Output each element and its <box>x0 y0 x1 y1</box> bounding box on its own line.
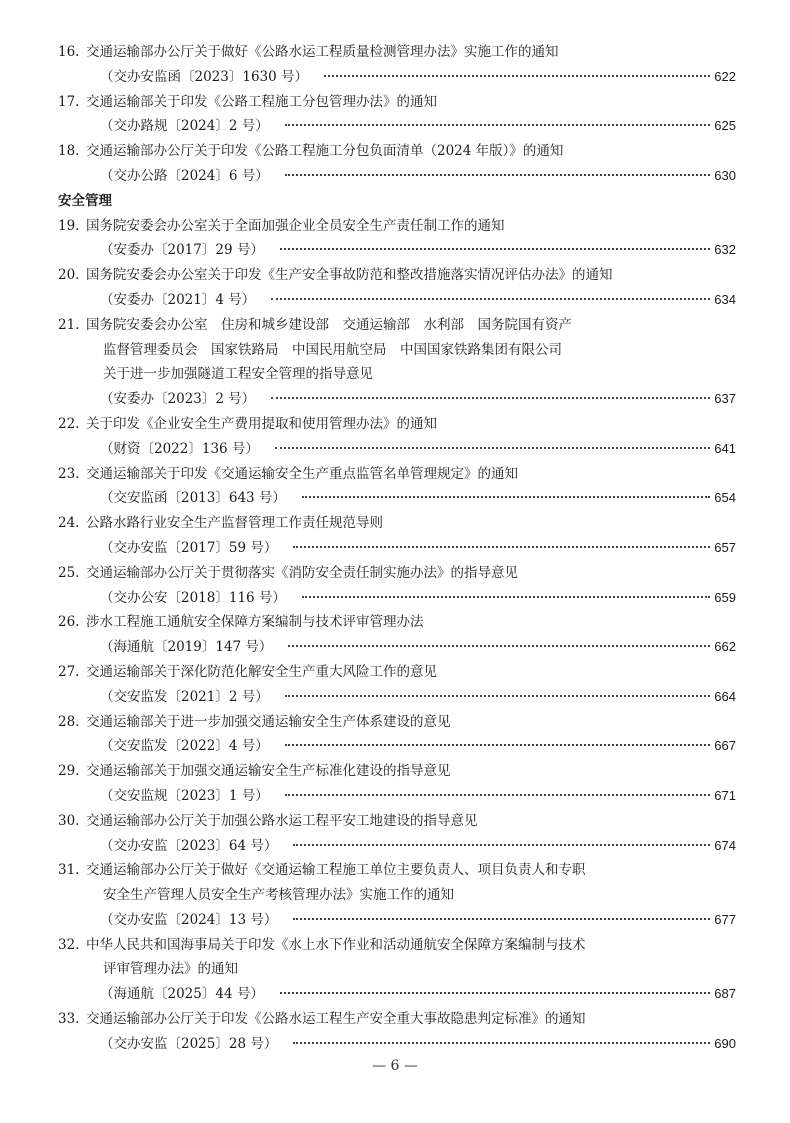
toc-entry-reference-line <box>58 65 736 90</box>
page-reference: 690 <box>714 1035 736 1051</box>
toc-entry[interactable] <box>58 660 736 710</box>
toc-entry-title-text: 国务院安委会办公室关于印发《生产安全事故防范和整改措施落实情况评估办法》的通知 <box>86 267 613 284</box>
toc-entry-title-text: 交通运输部办公厅关于印发《公路工程施工分包负面清单（2024 年版）》的通知 <box>86 143 564 160</box>
toc-entry[interactable] <box>58 933 736 1007</box>
toc-entry-title-text: 国务院安委会办公室关于全面加强企业全员安全生产责任制工作的通知 <box>86 217 505 234</box>
document-number: （交安监发〔2022〕4 号） <box>100 738 269 755</box>
page-reference: 657 <box>714 539 736 555</box>
toc-entry-number: 25. <box>58 564 80 581</box>
dot-leader <box>280 992 710 994</box>
toc-entry[interactable] <box>58 710 736 760</box>
toc-entry-title <box>58 40 736 65</box>
toc-entry-title-text: 交通运输部关于印发《交通运输安全生产重点监管名单管理规定》的通知 <box>86 465 518 482</box>
toc-entry-number: 19. <box>58 217 80 234</box>
toc-entry-number: 16. <box>58 44 80 60</box>
toc-entry-reference-line <box>58 685 736 710</box>
page-reference: 630 <box>714 167 736 183</box>
toc-entry-title-text: 国务院安委会办公室 住房和城乡建设部 交通运输部 水利部 国务院国有资产 <box>86 316 572 333</box>
toc-entry-title-text: 交通运输部办公厅关于做好《公路水运工程质量检测管理办法》实施工作的通知 <box>86 44 559 60</box>
page-reference: 687 <box>714 986 736 1002</box>
toc-entry-title <box>58 561 736 586</box>
toc-entry-title <box>58 610 736 635</box>
page-reference: 634 <box>714 291 736 307</box>
dot-leader <box>280 248 710 250</box>
dot-leader <box>285 744 711 746</box>
dot-leader <box>271 298 710 300</box>
toc-entry-number: 33. <box>58 1011 80 1028</box>
toc-entry-title-text: 交通运输部办公厅关于加强公路水运工程平安工地建设的指导意见 <box>86 812 478 829</box>
toc-entry-title-text: 交通运输部关于进一步加强交通运输安全生产体系建设的意见 <box>86 713 451 730</box>
document-number: （交安监发〔2021〕2 号） <box>100 688 269 705</box>
toc-entry-title <box>58 1007 736 1032</box>
toc-entry-reference-line <box>58 437 736 462</box>
page-reference: 671 <box>714 787 736 803</box>
toc-entry-number: 27. <box>58 663 80 680</box>
toc-entry-number: 31. <box>58 862 80 879</box>
toc-entry-title-text: 交通运输部办公厅关于做好《交通运输工程施工单位主要负责人、项目负责人和专职 <box>86 862 586 879</box>
page-reference: 632 <box>714 242 736 258</box>
toc-entry-title-text: 交通运输部关于深化防范化解安全生产重大风险工作的意见 <box>86 663 437 680</box>
toc-entry-reference-line <box>58 238 736 263</box>
document-number: （安委办〔2017〕29 号） <box>100 242 264 259</box>
dot-leader <box>293 546 710 548</box>
toc-entry-title <box>58 511 736 536</box>
toc-entry-title-continuation: 关于进一步加强隧道工程安全管理的指导意见 <box>103 366 373 383</box>
toc-entry[interactable] <box>58 90 736 140</box>
toc-entry[interactable] <box>58 40 736 90</box>
toc-entry-number: 32. <box>58 936 80 953</box>
toc-entry-reference-line <box>58 982 736 1007</box>
dot-leader <box>293 918 710 920</box>
toc-entry-reference-line <box>58 164 736 189</box>
toc-entry-reference-line <box>58 635 736 660</box>
document-number: （交办安监〔2023〕64 号） <box>100 837 278 854</box>
document-number: （交办安监〔2025〕28 号） <box>100 1035 278 1052</box>
toc-entry-title <box>58 412 736 437</box>
document-number: （海通航〔2019〕147 号） <box>100 639 273 656</box>
toc-entry-number: 21. <box>58 316 80 333</box>
dot-leader <box>285 794 711 796</box>
toc-entry-number: 28. <box>58 713 80 730</box>
dot-leader <box>302 496 710 498</box>
toc-entry[interactable] <box>58 1007 736 1057</box>
document-number: （海通航〔2025〕44 号） <box>100 986 264 1003</box>
toc-entry-title-text: 交通运输部关于印发《公路工程施工分包管理办法》的通知 <box>86 93 437 110</box>
page-reference: 622 <box>714 68 736 84</box>
dot-leader <box>324 75 710 77</box>
toc-entry-reference-line <box>58 114 736 139</box>
document-number: （交办安监〔2017〕59 号） <box>100 539 278 556</box>
document-number: （交办公安〔2018〕116 号） <box>100 589 286 606</box>
toc-entry-number: 29. <box>58 763 80 780</box>
document-number: （交安监函〔2013〕643 号） <box>100 490 286 507</box>
toc-entry-number: 18. <box>58 143 80 160</box>
document-number: （交办公路〔2024〕6 号） <box>100 167 269 184</box>
page-reference: 667 <box>714 738 736 754</box>
toc-entry[interactable] <box>58 858 736 932</box>
document-number: （财资〔2022〕136 号） <box>100 440 259 457</box>
toc-entry[interactable] <box>58 412 736 462</box>
page-reference: 664 <box>714 688 736 704</box>
toc-entry-title <box>58 759 736 784</box>
toc-entry-title-text: 公路水路行业安全生产监督管理工作责任规范导则 <box>86 515 383 532</box>
toc-entry-number: 24. <box>58 515 80 532</box>
page-reference: 637 <box>714 391 736 407</box>
toc-entry-title <box>58 214 736 239</box>
toc-entry[interactable] <box>58 561 736 611</box>
toc-entry[interactable] <box>58 462 736 512</box>
toc-entry-number: 30. <box>58 812 80 829</box>
dot-leader <box>293 844 710 846</box>
dot-leader <box>285 124 711 126</box>
toc-entry-reference-line <box>58 734 736 759</box>
toc-entry-title-text: 关于印发《企业安全生产费用提取和使用管理办法》的通知 <box>86 415 437 432</box>
toc-entry-title-continuation: 评审管理办法》的通知 <box>103 961 238 978</box>
toc-entry-title-text: 交通运输部办公厅关于贯彻落实《消防安全责任制实施办法》的指导意见 <box>86 564 518 581</box>
dot-leader <box>271 397 710 399</box>
page-reference: 625 <box>714 118 736 134</box>
toc-entry-number: 22. <box>58 415 80 432</box>
page-reference: 641 <box>714 440 736 456</box>
toc-entry-reference-line <box>58 536 736 561</box>
toc-entry-reference-line <box>58 1032 736 1057</box>
toc-entry[interactable] <box>58 511 736 561</box>
document-number: （安委办〔2023〕2 号） <box>100 391 256 408</box>
dot-leader <box>275 447 710 449</box>
toc-entry-reference-line <box>58 784 736 809</box>
page-reference: 677 <box>714 911 736 927</box>
toc-entry[interactable] <box>58 263 736 313</box>
document-number: （交安监规〔2023〕1 号） <box>100 787 269 804</box>
dot-leader <box>288 645 710 647</box>
toc-entry-title <box>58 660 736 685</box>
toc-entry-title <box>58 858 736 883</box>
toc-entry-title <box>58 313 736 338</box>
toc-entry-title-text: 交通运输部关于加强交通运输安全生产标准化建设的指导意见 <box>86 763 451 780</box>
page-reference: 662 <box>714 639 736 655</box>
toc-entry-title <box>58 263 736 288</box>
toc-entry-number: 23. <box>58 465 80 482</box>
toc-entry-number: 26. <box>58 614 80 631</box>
toc-entry-title <box>58 139 736 164</box>
toc-group-quality <box>58 40 736 189</box>
toc-entry-reference-line <box>58 908 736 933</box>
toc-entry-reference-line <box>58 834 736 859</box>
toc-entry-title <box>58 90 736 115</box>
toc-entry-number: 20. <box>58 267 80 284</box>
toc-entry-title-continuation: 监督管理委员会 国家铁路局 中国民用航空局 中国国家铁路集团有限公司 <box>103 341 562 358</box>
toc-entry-title <box>58 710 736 735</box>
document-number: （安委办〔2021〕4 号） <box>100 291 256 308</box>
toc-entry-title <box>58 462 736 487</box>
toc-entry-title-text: 涉水工程施工通航安全保障方案编制与技术评审管理办法 <box>86 614 424 631</box>
page-number: — 6 — <box>372 1058 418 1074</box>
dot-leader <box>285 174 711 176</box>
page-reference: 654 <box>714 490 736 506</box>
toc-entry[interactable] <box>58 139 736 189</box>
toc-entry-reference-line <box>58 586 736 611</box>
toc-entry[interactable] <box>58 214 736 264</box>
toc-entry-title-continuation: 安全生产管理人员安全生产考核管理办法》实施工作的通知 <box>103 887 454 904</box>
dot-leader <box>302 596 710 598</box>
toc-entry[interactable] <box>58 610 736 660</box>
table-of-contents <box>58 40 736 1057</box>
dot-leader <box>285 695 711 697</box>
document-number: （交办路规〔2024〕2 号） <box>100 118 269 135</box>
page-reference: 674 <box>714 837 736 853</box>
toc-entry-title <box>58 809 736 834</box>
toc-group-safety <box>58 214 736 1057</box>
dot-leader <box>293 1042 710 1044</box>
toc-entry[interactable] <box>58 759 736 809</box>
toc-entry-title-text: 中华人民共和国海事局关于印发《水上水下作业和活动通航安全保障方案编制与技术 <box>86 936 586 953</box>
section-heading: 安全管理 <box>58 192 112 209</box>
toc-entry-reference-line <box>58 387 736 412</box>
toc-entry[interactable] <box>58 809 736 859</box>
toc-entry-reference-line <box>58 486 736 511</box>
document-number: （交办安监函〔2023〕1630 号） <box>100 68 309 85</box>
toc-entry-title-text: 交通运输部办公厅关于印发《公路水运工程生产安全重大事故隐患判定标准》的通知 <box>86 1011 586 1028</box>
document-number: （交办安监〔2024〕13 号） <box>100 911 278 928</box>
toc-entry-title <box>58 933 736 958</box>
page-reference: 659 <box>714 589 736 605</box>
toc-entry-reference-line <box>58 288 736 313</box>
toc-entry-number: 17. <box>58 93 80 110</box>
toc-entry[interactable] <box>58 313 736 412</box>
